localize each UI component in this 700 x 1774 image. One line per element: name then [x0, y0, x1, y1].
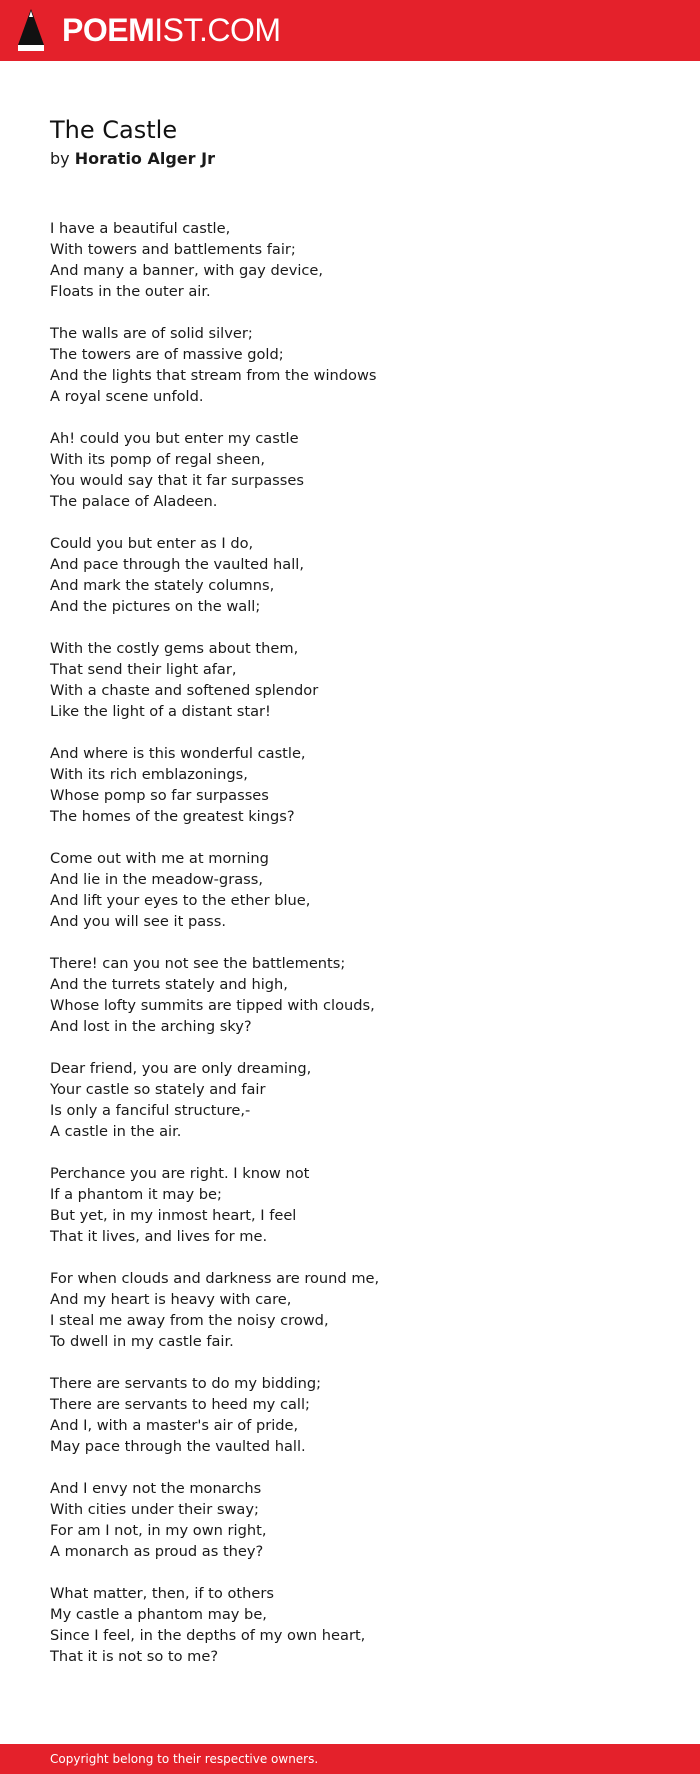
pencil-tip-icon[interactable]: [18, 9, 44, 51]
poem-line: And the pictures on the wall;: [50, 598, 261, 615]
poem-stanza: [50, 1583, 650, 1667]
logo-text-light: IST.COM: [154, 12, 281, 48]
author-name: Horatio Alger Jr: [74, 149, 215, 168]
poem-line: With its pomp of regal sheen,: [50, 451, 266, 468]
poem-line: May pace through the vaulted hall.: [50, 1438, 306, 1455]
poem-line: Your castle so stately and fair: [50, 1081, 266, 1098]
poem-stanza: [50, 1268, 650, 1352]
poem-line: Could you but enter as I do,: [50, 535, 254, 552]
poem-line: And I envy not the monarchs: [50, 1480, 262, 1497]
poem-line: With a chaste and softened splendor: [50, 682, 319, 699]
poem-line: There are servants to do my bidding;: [50, 1375, 321, 1392]
poem-line: Floats in the outer air.: [50, 283, 211, 300]
poem-line: Whose lofty summits are tipped with clouds,: [50, 997, 375, 1014]
poem-line: That send their light afar,: [50, 661, 237, 678]
poem-line: What matter, then, if to others: [50, 1585, 274, 1602]
poem-line: The palace of Aladeen.: [50, 493, 218, 510]
copyright-notice: Copyright belong to their respective owners.: [50, 1752, 319, 1766]
poem-stanza: [50, 638, 650, 722]
byline: [50, 147, 215, 171]
poem-line: And where is this wonderful castle,: [50, 745, 306, 762]
poem-stanza: [50, 1058, 650, 1142]
poem-stanza: [50, 533, 650, 617]
poem-line: And lift your eyes to the ether blue,: [50, 892, 311, 909]
poem-line: And the turrets stately and high,: [50, 976, 288, 993]
poem-line: Come out with me at morning: [50, 850, 269, 867]
logo-text-strong: POEM: [62, 12, 155, 48]
poem-line: And lie in the meadow-grass,: [50, 871, 263, 888]
poem-line: If a phantom it may be;: [50, 1186, 222, 1203]
poem-line: I have a beautiful castle,: [50, 220, 231, 237]
poem-stanza: [50, 1373, 650, 1457]
site-logo[interactable]: [62, 10, 281, 50]
poem-line: Perchance you are right. I know not: [50, 1165, 310, 1182]
poem-line: There are servants to heed my call;: [50, 1396, 310, 1413]
poem-body: [50, 218, 650, 1688]
poem-line: With towers and battlements fair;: [50, 241, 296, 258]
byline-prefix: by: [50, 149, 70, 168]
poem-line: And lost in the arching sky?: [50, 1018, 252, 1035]
poem-line: A royal scene unfold.: [50, 388, 204, 405]
poem-line: A castle in the air.: [50, 1123, 182, 1140]
poem-line: I steal me away from the noisy crowd,: [50, 1312, 329, 1329]
poem-stanza: [50, 1163, 650, 1247]
poem-line: You would say that it far surpasses: [50, 472, 304, 489]
poem-line: Like the light of a distant star!: [50, 703, 271, 720]
poem-line: Ah! could you but enter my castle: [50, 430, 299, 447]
poem-line: But yet, in my inmost heart, I feel: [50, 1207, 297, 1224]
poem-line: For am I not, in my own right,: [50, 1522, 267, 1539]
poem-line: That it is not so to me?: [50, 1648, 219, 1665]
poem-line: The homes of the greatest kings?: [50, 808, 295, 825]
poem-stanza: [50, 1478, 650, 1562]
poem-line: And mark the stately columns,: [50, 577, 275, 594]
poem-title: The Castle: [50, 116, 178, 144]
poem-line: Whose pomp so far surpasses: [50, 787, 269, 804]
poem-line: And pace through the vaulted hall,: [50, 556, 304, 573]
poem-line: That it lives, and lives for me.: [50, 1228, 268, 1245]
poem-line: The walls are of solid silver;: [50, 325, 253, 342]
poem-line: And you will see it pass.: [50, 913, 226, 930]
poem-line: And the lights that stream from the windows: [50, 367, 377, 384]
poem-stanza: [50, 743, 650, 827]
poem-line: A monarch as proud as they?: [50, 1543, 264, 1560]
poem-line: My castle a phantom may be,: [50, 1606, 267, 1623]
poem-stanza: [50, 218, 650, 302]
poem-line: With its rich emblazonings,: [50, 766, 248, 783]
poem-line: With cities under their sway;: [50, 1501, 259, 1518]
poem-line: There! can you not see the battlements;: [50, 955, 346, 972]
poem-line: Dear friend, you are only dreaming,: [50, 1060, 312, 1077]
poem-stanza: [50, 953, 650, 1037]
poem-line: Since I feel, in the depths of my own heart,: [50, 1627, 366, 1644]
poem-line: And I, with a master's air of pride,: [50, 1417, 299, 1434]
poem-line: Is only a fanciful structure,-: [50, 1102, 251, 1119]
poem-line: With the costly gems about them,: [50, 640, 299, 657]
poem-stanza: [50, 323, 650, 407]
poem-line: And my heart is heavy with care,: [50, 1291, 292, 1308]
site-header: [0, 0, 700, 61]
site-footer: [0, 1744, 700, 1774]
poem-line: For when clouds and darkness are round me,: [50, 1270, 380, 1287]
poem-line: To dwell in my castle fair.: [50, 1333, 234, 1350]
poem-stanza: [50, 848, 650, 932]
poem-line: And many a banner, with gay device,: [50, 262, 324, 279]
poem-stanza: [50, 428, 650, 512]
poem-line: The towers are of massive gold;: [50, 346, 284, 363]
